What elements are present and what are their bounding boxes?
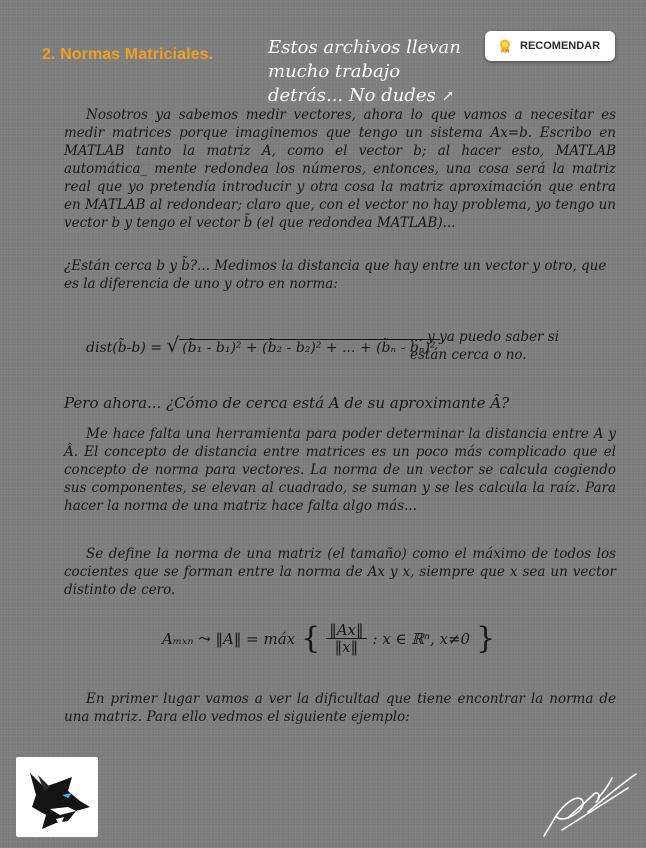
norm-fraction-denominator: ‖x‖ bbox=[334, 638, 359, 656]
right-brace: } bbox=[476, 620, 496, 656]
norm-condition: : x ∈ ℝⁿ, x≠0 bbox=[372, 629, 471, 648]
signature-icon bbox=[538, 768, 642, 840]
promo-line-2-text: mucho trabajo detrás... No dudes bbox=[268, 61, 436, 106]
recommend-button[interactable] bbox=[485, 31, 615, 61]
norm-fraction-numerator: ‖Ax‖ bbox=[326, 622, 366, 639]
question-heading: Pero ahora... ¿Cómo de cerca está A de su aproximante Â? bbox=[64, 394, 510, 412]
promo-line-1: Estos archivos llevan bbox=[268, 37, 461, 58]
curved-arrow-icon: ↗ bbox=[441, 87, 455, 105]
sqrt-sign: √ bbox=[166, 333, 180, 357]
left-brace: { bbox=[301, 620, 321, 656]
paragraph-1: Nosotros ya sabemos medir vectores, ahora lo que vamos a necesitar es medir matrices porque imaginemos que tengo un sistema Ax=b. Escribo en MATLAB tanto la matriz A, como el vector b; al hacer esto, MATLAB automática_ mente redondea los números, entonces, una cosa será la matriz real que yo pretendía introducir y otra cosa la matriz aproximación que entra en MATLAB al redondear; claro que, con el vector no hay problema, yo tengo un vector b y tengo el vector b̃ (el que redondea MATLAB)... bbox=[64, 107, 616, 231]
distance-formula-note: ... y ya puedo saber si están cerca o no. bbox=[410, 329, 560, 363]
promo-note bbox=[268, 36, 478, 108]
recommend-label: RECOMENDAR bbox=[520, 40, 601, 52]
norm-fraction bbox=[326, 622, 366, 655]
paragraph-2: ¿Están cerca b y b̃?... Medimos la distancia que hay entre un vector y otro, que es la diferencia de uno y otro en norma: bbox=[64, 258, 607, 292]
section-title: 2. Normas Matriciales. bbox=[42, 46, 214, 63]
matrix-norm-formula bbox=[162, 622, 495, 655]
distance-formula-lhs: dist(b̃-b) = bbox=[86, 340, 163, 356]
distance-formula-radicand: (b̃₁ - b₁)² + (b̃₂ - b₂)² + ... + (b̃ₙ - bₙ)² bbox=[179, 339, 439, 356]
matrix-norm-lhs: Aₘₓₙ ⤳ ‖A‖ = máx bbox=[162, 629, 296, 648]
wolf-logo-icon bbox=[16, 757, 98, 837]
paragraph-4: Me hace falta una herramienta para poder determinar la distancia entre A y Â. El concepto de distancia entre matrices es un poco más complicado que el concepto de norma para vectores. La norma de un vector se calcula cogiendo sus componentes, se elevan al cuadrado, se suman y se les calcula la raíz. Para hacer la norma de una matriz hace falta algo más... bbox=[64, 426, 616, 514]
distance-formula bbox=[86, 333, 440, 357]
award-ribbon-icon bbox=[497, 38, 513, 54]
paragraph-6: En primer lugar vamos a ver la dificultad que tiene encontrar la norma de una matriz. Para ello vedmos el siguiente ejemplo: bbox=[64, 691, 616, 725]
paragraph-5: Se define la norma de una matriz (el tamaño) como el máximo de todos los cocientes que se forman entre la norma de Ax y x, siempre que x sea un vector distinto de cero. bbox=[64, 546, 616, 598]
promo-line-2 bbox=[268, 60, 478, 108]
